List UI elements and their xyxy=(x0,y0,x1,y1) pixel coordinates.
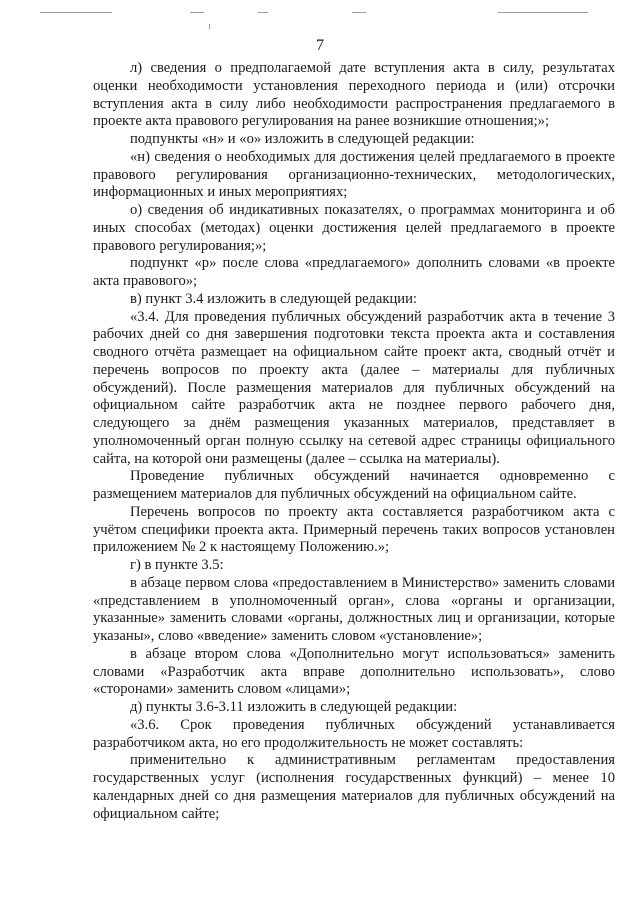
paragraph: Перечень вопросов по проекту акта составляется разработчиком акта с учётом специфики проекта акта. Примерный перечень таких вопросов установлен приложением № 2 к настоящему Положению.»; xyxy=(93,503,615,556)
paragraph: в) пункт 3.4 изложить в следующей редакции: xyxy=(130,290,417,307)
paragraph: г) в пункте 3.5: xyxy=(130,557,224,573)
scan-artifact-line xyxy=(352,12,366,13)
paragraph: л) сведения о предполагаемой дате вступления акта в силу, результатах оценки необходимости установления переходного периода и (или) отсрочки вступления акта в силу либо необходимости распространения предлагаемого в проекте акта правового регулирования на ранее возникшие отношения;»; xyxy=(93,60,615,130)
scan-artifact-line xyxy=(190,12,204,13)
paragraph: «3.4. Для проведения публичных обсуждений разработчик акта в течение 3 рабочих дней со дня завершения подготовки текста проекта акта и составления сводного отчёта размещает на официальном сайте проект акта, сводный отчёт и перечень вопросов по проекту акта (далее – материалы для публичных обсуждений). После размещения материалов для публичных обсуждений на официальном сайте разработчик акта не позднее первого рабочего дня, следующего за днём размещения указанных материалов, представляет в уполномоченный орган полную ссылку на сетевой адрес страницы официального сайта, на которой они размещены (далее – ссылка на материалы). xyxy=(93,308,615,467)
paragraph: в абзаце втором слова «Дополнительно могут использоваться» заменить словами «Разработчик акта вправе дополнительно использовать», слово «сторонами» заменить словом «лицами»; xyxy=(93,645,615,698)
scan-artifact-line xyxy=(498,12,588,13)
page-number: 7 xyxy=(316,37,324,54)
scan-artifact-line xyxy=(258,12,268,13)
paragraph: подпункты «н» и «о» изложить в следующей редакции: xyxy=(130,131,475,147)
scan-artifact-line xyxy=(40,12,112,13)
paragraph: подпункт «р» после слова «предлагаемого» дополнить словами «в проекте акта правового»; xyxy=(93,255,615,289)
paragraph: о) сведения об индикативных показателях, о программах мониторинга и об иных способах (методах) оценки достижения целей предлагаемого в проекте правового регулирования;»; xyxy=(93,202,615,254)
scan-artifact-tick xyxy=(209,24,210,29)
paragraph: в абзаце первом слова «предоставлением в Министерство» заменить словами «представлением в уполномоченный орган», слова «органы и организации, указанные» заменить словами «органы, должностных лиц и организации, которые указаны», слово «введение» заменить словом «установление»; xyxy=(93,574,615,644)
paragraph: д) пункты 3.6-3.11 изложить в следующей редакции: xyxy=(130,699,458,715)
paragraph: Проведение публичных обсуждений начинается одновременно с размещением материалов для публичных обсуждений на официальном сайте. xyxy=(93,468,615,502)
paragraph: «3.6. Срок проведения публичных обсуждений устанавливается разработчиком акта, но его продолжительность не может составлять: xyxy=(93,716,615,751)
paragraph: применительно к административным регламентам предоставления государственных услуг (исполнения государственных функций) – менее 10 календарных дней со дня размещения материалов для публичных обсуждений на официальном сайте; xyxy=(93,752,615,822)
paragraph: «н) сведения о необходимых для достижения целей предлагаемого в проекте правового регулирования организационно-технических, методологических, информационных и иных мероприятиях; xyxy=(93,148,615,201)
document-body xyxy=(93,60,615,823)
